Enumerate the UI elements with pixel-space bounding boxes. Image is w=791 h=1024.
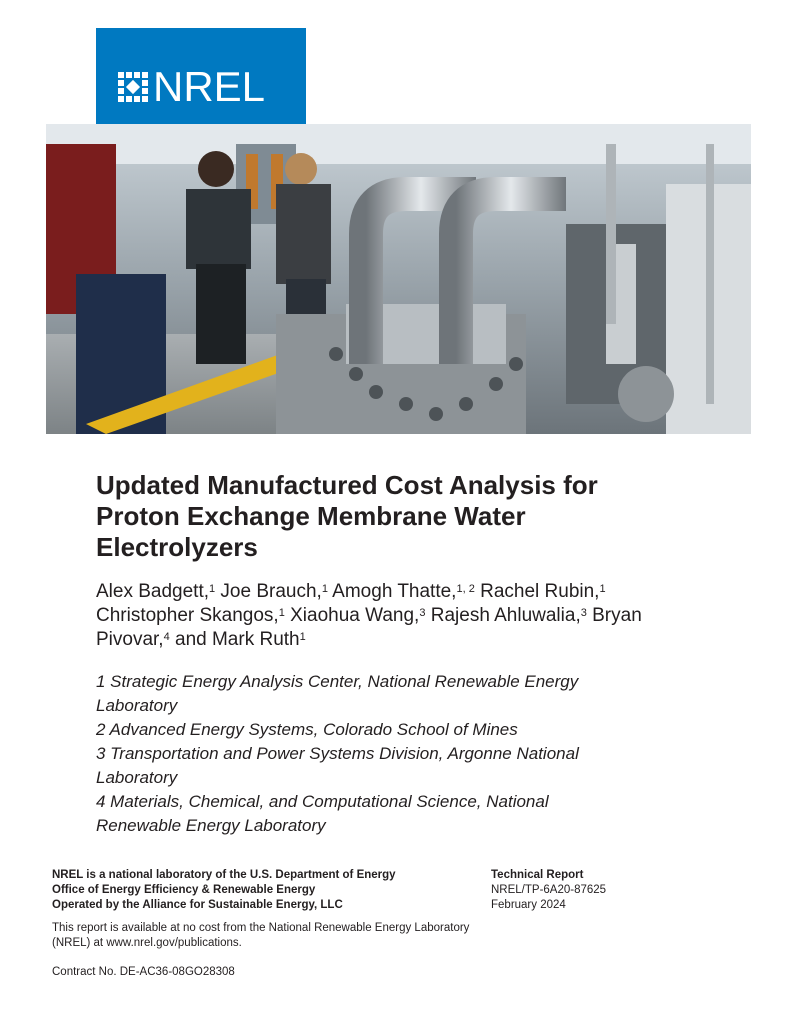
- report-number: NREL/TP-6A20-87625: [491, 884, 607, 896]
- author-name: Alex Badgett,: [96, 581, 210, 602]
- nrel-logo: [96, 28, 306, 134]
- affiliation-item: 3 Transportation and Power Systems Division, Argonne National Laboratory: [96, 744, 579, 787]
- availability-note: This report is available at no cost from the National Renewable Energy Laboratory (NREL) at www.nrel.gov/publications.: [52, 922, 470, 949]
- affiliation-list: [96, 670, 636, 838]
- contract-number: Contract No. DE-AC36-08GO28308: [52, 966, 235, 978]
- author-name: and Mark Ruth: [169, 629, 300, 650]
- author-name: Rajesh Ahluwalia,: [425, 605, 581, 626]
- nrel-logo-mark-icon: [118, 72, 148, 102]
- author-name: Amogh Thatte,: [327, 581, 457, 602]
- lab-office: Office of Energy Efficiency & Renewable Energy: [52, 884, 316, 896]
- footer-lab-info: [52, 868, 472, 951]
- lab-operator: Operated by the Alliance for Sustainable Energy, LLC: [52, 899, 343, 911]
- author-affiliation-number: 3: [419, 607, 426, 619]
- affiliation-item: 4 Materials, Chemical, and Computational Science, National Renewable Energy Laboratory: [96, 792, 549, 835]
- author-name: Rachel Rubin,: [474, 581, 600, 602]
- report-date: February 2024: [491, 899, 566, 911]
- author-affiliation-number: 1: [278, 607, 285, 619]
- author-affiliation-number: 1: [209, 583, 216, 595]
- author-name: Bryan Pivovar,: [96, 605, 642, 650]
- author-affiliation-number: 1: [599, 583, 606, 595]
- author-affiliation-number: 3: [580, 607, 587, 619]
- author-name: Christopher Skangos,: [96, 605, 279, 626]
- photo-icon: [46, 124, 751, 434]
- affiliation-item: 2 Advanced Energy Systems, Colorado School of Mines: [96, 720, 518, 739]
- affiliation-item: 1 Strategic Energy Analysis Center, National Renewable Energy Laboratory: [96, 672, 579, 715]
- cover-photo: [46, 124, 751, 434]
- lab-statement: NREL is a national laboratory of the U.S. Department of Energy: [52, 869, 396, 881]
- author-name: Xiaohua Wang,: [284, 605, 420, 626]
- author-affiliation-number: 1: [321, 583, 328, 595]
- report-title: Updated Manufactured Cost Analysis for Proton Exchange Membrane Water Electrolyzers: [96, 470, 598, 562]
- author-name: Joe Brauch,: [215, 581, 322, 602]
- nrel-logo-text: NREL: [153, 63, 266, 110]
- author-affiliation-number: 1: [299, 631, 306, 643]
- author-affiliation-number: 1, 2: [456, 583, 475, 595]
- report-type: Technical Report: [491, 869, 584, 881]
- footer-report-info: [491, 868, 691, 913]
- author-affiliation-number: 4: [163, 631, 170, 643]
- author-list: [96, 580, 656, 652]
